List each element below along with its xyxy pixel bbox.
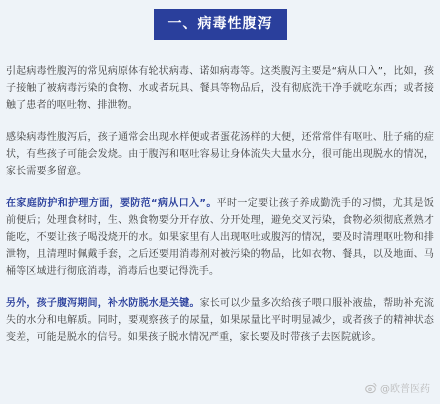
paragraph-3 bbox=[6, 195, 434, 280]
section-title: 一、病毒性腹泻 bbox=[154, 9, 287, 40]
title-container bbox=[6, 0, 434, 46]
watermark-text: @欧普医药 bbox=[380, 384, 430, 395]
paragraph-1 bbox=[6, 63, 434, 114]
paragraph-3-highlight: 在家庭防护和护理方面，要防范“病从口入”。 bbox=[6, 198, 217, 209]
paragraph-4 bbox=[6, 295, 434, 346]
weibo-icon bbox=[365, 382, 377, 394]
watermark bbox=[365, 380, 430, 395]
paragraph-4-highlight: 另外，孩子腹泻期间，补水防脱水是关键。 bbox=[6, 298, 200, 309]
paragraph-3-text: 平时一定要让孩子养成勤洗手的习惯，尤其是饭前便后；处理食材时，生、熟食物要分开存放、分开处理，避免交叉污染，食物必须彻底煮熟才能吃，不要让孩子喝没烧开的水。如果家里有人出现呕吐或腹泻的情况，要及时清理呕吐物和排泄物，且清理时佩戴手套，之后还要用消毒剂对被污染的物品，比如衣物、餐具，以及地面、马桶等区域进行彻底消毒，消毒后也要记得洗手。 bbox=[6, 198, 434, 277]
paragraph-1-text: 引起病毒性腹泻的常见病原体有轮状病毒、诺如病毒等。这类腹泻主要是“病从口入”，比如，孩子接触了被病毒污染的食物、水或者玩具、餐具等物品后，没有彻底洗干净手就吃东西；或者接触了患者的呕吐物、排泄物。 bbox=[6, 66, 434, 111]
paragraph-2-text: 感染病毒性腹泻后，孩子通常会出现水样便或者蛋花汤样的大便，还常常伴有呕吐、肚子痛的症状，有些孩子可能会发烧。由于腹泻和呕吐容易让身体流失大量水分，很可能出现脱水的情况，家长需要多留意。 bbox=[6, 132, 434, 177]
paragraph-4-text: 家长可以少量多次给孩子喂口服补液盐，帮助补充流失的水分和电解质。同时，要观察孩子的尿量，如果尿量比平时明显减少，或者孩子的精神状态变差，可能是脱水的信号。如果孩子脱水情况严重，家长要及时带孩子去医院就诊。 bbox=[6, 298, 434, 343]
paragraph-2 bbox=[6, 129, 434, 180]
